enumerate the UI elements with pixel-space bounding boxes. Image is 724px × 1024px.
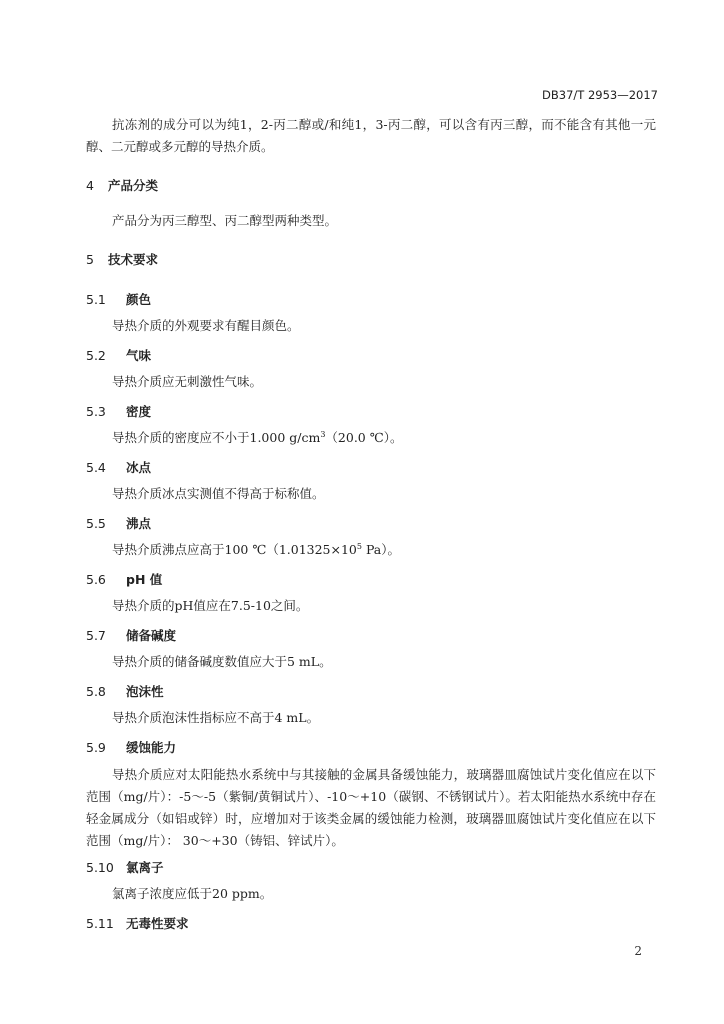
section-number: 4 — [86, 178, 94, 193]
text-part: Pa）。 — [361, 542, 401, 557]
section-title: 氯离子 — [126, 860, 164, 875]
intro-paragraph: 抗冻剂的成分可以为纯1，2-丙二醇或/和纯1，3-丙二醇，可以含有丙三醇，而不能含有其他一元醇、二元醇或多元醇的导热介质。 — [86, 117, 656, 154]
section-5-11-heading — [86, 914, 189, 932]
section-4-text: 产品分为丙三醇型、丙二醇型两种类型。 — [112, 213, 338, 228]
section-5-3-heading — [86, 402, 151, 420]
section-4-heading — [86, 176, 158, 194]
section-title: 泡沫性 — [126, 684, 164, 699]
section-5-6-text: 导热介质的pH值应在7.5-10之间。 — [112, 598, 309, 613]
text-part: （20.0 ℃）。 — [325, 430, 403, 445]
section-5-1-text: 导热介质的外观要求有醒目颜色。 — [112, 318, 300, 333]
section-number: 5.1 — [86, 292, 106, 307]
standard-code: DB37/T 2953—2017 — [542, 88, 658, 102]
section-title: 储备碱度 — [126, 628, 177, 643]
section-number: 5.4 — [86, 460, 106, 475]
superscript: 5 — [356, 541, 362, 551]
section-number: 5.11 — [86, 916, 114, 931]
section-5-8-text: 导热介质泡沫性指标应不高于4 mL。 — [112, 710, 320, 725]
page-number: 2 — [634, 944, 642, 958]
section-title: 气味 — [126, 348, 152, 363]
text-part: 导热介质的密度应不小于1.000 g/cm — [112, 430, 321, 445]
text-part: 导热介质沸点应高于100 ℃（1.01325×10 — [112, 542, 357, 557]
section-title: 技术要求 — [108, 252, 159, 267]
section-number: 5.8 — [86, 684, 106, 699]
section-5-9-heading — [86, 738, 176, 756]
section-5-3-text — [112, 428, 402, 446]
section-title: 缓蚀能力 — [126, 740, 177, 755]
section-5-heading — [86, 250, 158, 268]
section-5-6-heading — [86, 570, 162, 588]
section-title: 无毒性要求 — [126, 916, 189, 931]
section-5-4-heading — [86, 458, 151, 476]
section-number: 5.6 — [86, 572, 106, 587]
section-title: pH 值 — [126, 572, 163, 587]
section-5-5-heading — [86, 514, 151, 532]
section-number: 5.2 — [86, 348, 106, 363]
section-5-9-text: 导热介质应对太阳能热水系统中与其接触的金属具备缓蚀能力，玻璃器皿腐蚀试片变化值应在以下范围（mg/片）：-5～-5（紫铜/黄铜试片）、-10～+10（碳钢、不锈钢试片）。若太阳能热水系统中存在轻金属成分（如铝或锌）时，应增加对于该类金属的缓蚀能力检测，玻璃器皿腐蚀试片变化值应在以下范围（mg/片）： 30～+30（铸铝、锌试片）。 — [86, 767, 656, 848]
section-5-1-heading — [86, 290, 151, 308]
section-5-2-text: 导热介质应无刺激性气味。 — [112, 374, 263, 389]
section-number: 5.9 — [86, 740, 106, 755]
section-5-7-text: 导热介质的储备碱度数值应大于5 mL。 — [112, 654, 332, 669]
section-5-2-heading — [86, 346, 151, 364]
section-title: 密度 — [126, 404, 152, 419]
section-number: 5.3 — [86, 404, 106, 419]
section-number: 5 — [86, 252, 94, 267]
section-5-8-heading — [86, 682, 164, 700]
superscript: 3 — [320, 429, 326, 439]
section-title: 冰点 — [126, 460, 152, 475]
section-5-4-text: 导热介质冰点实测值不得高于标称值。 — [112, 486, 325, 501]
section-number: 5.10 — [86, 860, 114, 875]
section-5-7-heading — [86, 626, 176, 644]
section-5-10-text: 氯离子浓度应低于20 ppm。 — [112, 886, 273, 901]
section-number: 5.7 — [86, 628, 106, 643]
section-title: 颜色 — [126, 292, 152, 307]
section-5-5-text — [112, 540, 400, 558]
section-number: 5.5 — [86, 516, 106, 531]
section-title: 产品分类 — [108, 178, 159, 193]
section-5-10-heading — [86, 858, 164, 876]
section-title: 沸点 — [126, 516, 152, 531]
